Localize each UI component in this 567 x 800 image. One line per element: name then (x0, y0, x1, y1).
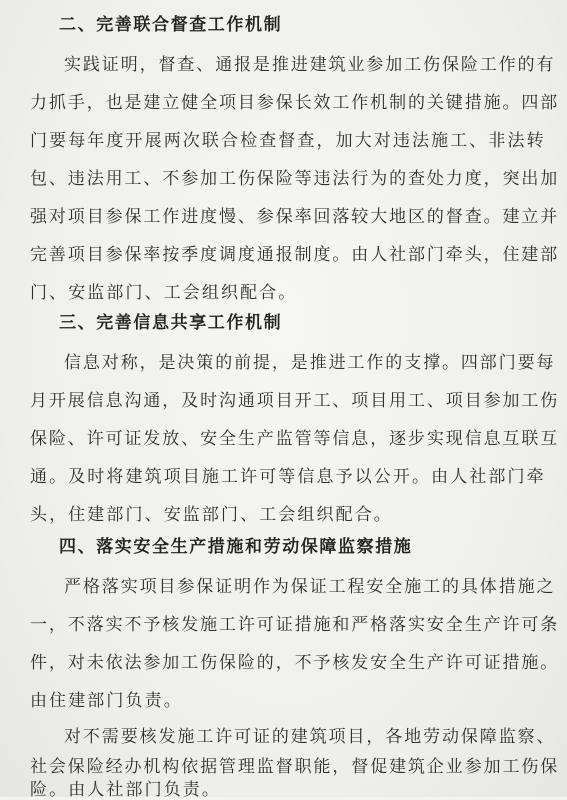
paragraph-line: 严格落实项目参保证明作为保证工程安全施工的具体措施之 (64, 577, 556, 597)
paragraph-line: 保险、许可证发放、安全生产监管等信息，逐步实现信息互联互 (30, 429, 560, 449)
paragraph-line: 月开展信息沟通，及时沟通项目开工、项目用工、项目参加工伤 (30, 391, 560, 411)
paragraph-line: 社会保险经办机构依据管理监督职能，督促建筑企业参加工伤保 (30, 757, 560, 777)
paragraph-line: 门要每年度开展两次联合检查督查，加大对违法施工、非法转 (30, 131, 546, 151)
paragraph-line: 险。由人社部门负责。 (30, 780, 221, 800)
paragraph-line: 由住建部门负责。 (30, 691, 183, 711)
paragraph-line: 完善项目参保率按季度调度通报制度。由人社部门牵头，住建部 (30, 245, 560, 265)
paragraph-line: 通。及时将建筑项目施工许可等信息予以公开。由人社部门牵 (30, 467, 546, 487)
paragraph-line: 件，对未依法参加工伤保险的，不予核发安全生产许可证措施。 (30, 653, 560, 673)
paragraph-line: 力抓手，也是建立健全项目参保长效工作机制的关键措施。四部 (30, 93, 560, 113)
paragraph-line: 信息对称，是决策的前提，是推进工作的支撑。四部门要每 (64, 353, 556, 373)
paragraph-line: 包、违法用工、不参加工伤保险等违法行为的查处力度，突出加 (30, 169, 560, 189)
paragraph-line: 一，不落实不予核发施工许可证措施和严格落实安全生产许可条 (30, 615, 560, 635)
paragraph-line: 头，住建部门、安监部门、工会组织配合。 (30, 505, 393, 525)
section-heading-2: 二、完善联合督查工作机制 (59, 15, 283, 35)
section-heading-3: 三、完善信息共享工作机制 (59, 313, 283, 333)
paragraph-line: 强对项目参保工作进度慢、参保率回落较大地区的督查。建立并 (30, 207, 560, 227)
section-heading-4: 四、落实安全生产措施和劳动保障监察措施 (59, 537, 413, 557)
paragraph-line: 对不需要核发施工许可证的建筑项目，各地劳动保障监察、 (64, 727, 556, 747)
paragraph-line: 门、安监部门、工会组织配合。 (30, 283, 298, 303)
paragraph-line: 实践证明，督查、通报是推进建筑业参加工伤保险工作的有 (64, 55, 556, 75)
